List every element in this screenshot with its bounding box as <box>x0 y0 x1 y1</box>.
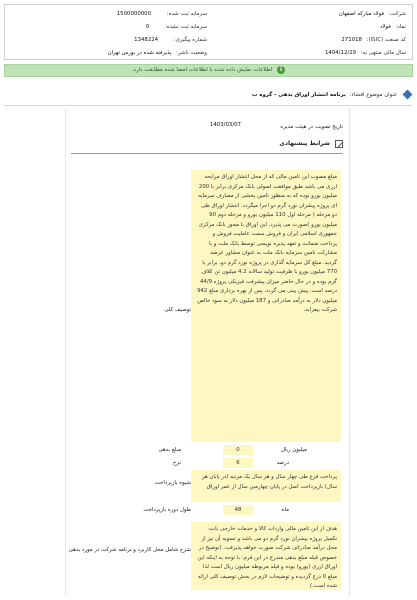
proposed-terms-heading <box>279 138 343 150</box>
isic-value: 271018 <box>341 37 362 43</box>
unregistered-capital-label: سرمایه ثبت نشده: <box>164 24 207 30</box>
description-label: توصیف کلی <box>164 307 191 313</box>
publisher-status-value: پذیرفته شده در بورس تهران <box>107 50 172 56</box>
subject-label: عنوان موضوع افشاء: <box>349 92 398 98</box>
company-value: فولاد مبارکه اصفهان <box>338 11 385 17</box>
symbol-label: نماد: <box>395 24 406 30</box>
capital-label: سرمایه ثبت شده: <box>166 11 207 17</box>
isic-row <box>341 35 406 45</box>
section-divider <box>71 153 343 154</box>
capital-row <box>117 9 207 19</box>
diamond-bullet-icon <box>403 90 413 100</box>
debt-usage-text: هدف از این تامین مالی واردات کالا و خدمات خارجی بابت تکمیل پروژه پیشران نورد گرم دو می باشد و تسویه آن نیز از محل درآمد صادراتی شرکت صورت خواهد پذیرفت. (توضیح در خصوص قبله مبلغ بدهی مندرج در این فرم: با توجه به اینکه این اوراق ارزی (یورو) بوده و فیلد مربوطه میلیون ریال است لذا مبلغ 0 درج گردیده و توضیحات لازم در بخش توصیف کلی ارائه شده است.) <box>191 522 341 590</box>
divider <box>4 105 413 106</box>
debt-amount-value: 0 <box>223 445 253 455</box>
fiscal-year-label: سال مالی منتهی به: <box>360 50 406 56</box>
tracking-number-row <box>134 35 207 45</box>
company-info-box <box>4 4 413 60</box>
debt-issuance-form <box>65 108 350 596</box>
unregistered-capital-row <box>146 22 207 32</box>
repayment-method-label: شیوه بازپرداخت <box>154 480 191 486</box>
repayment-term-label: طول دوره بازپرداخت <box>143 507 191 513</box>
tracking-number-label: شماره پیگیری: <box>173 37 207 43</box>
fiscal-year-row <box>325 48 406 58</box>
tracking-number-value: 1348224 <box>134 37 159 43</box>
repayment-term-unit: ماه <box>281 507 289 513</box>
publisher-status-label: وضعیت ناشر: <box>176 50 207 56</box>
repayment-method-text: پرداخت فرع طی چهار سال و هر سال یک مرتبه (در پایان هر سال) بازپرداخت اصل در پایان چهارمین سال از عمر اوراق <box>191 470 341 502</box>
capital-value: 1500000000 <box>116 11 152 17</box>
company-row <box>339 9 406 19</box>
notice-text: اطلاعات نمایش داده شده با اطلاعات امضا شده مطابقت دارد. <box>131 67 273 73</box>
debt-amount-label: مبلغ بدهی <box>158 447 181 453</box>
approval-date-label: تاریخ تصویب در هیئت مدیره <box>280 124 343 130</box>
symbol-row <box>380 22 406 32</box>
verification-notice <box>4 64 413 77</box>
company-label: شرکت: <box>388 11 406 17</box>
rate-unit: درصد <box>276 460 289 466</box>
approval-date-value: 1403/03/07 <box>209 122 241 128</box>
isic-label: کد صنعت (ISIC): <box>366 37 406 43</box>
debt-amount-unit: میلیون ریال <box>280 447 307 453</box>
debt-usage-label: شرح شامل محل کاربرد و برنامه شرکت در مورد بدهی <box>68 547 191 553</box>
rate-value: 6 <box>223 458 253 468</box>
info-icon: i <box>277 66 285 74</box>
publisher-status-row <box>108 48 207 58</box>
unregistered-capital-value: 0 <box>145 24 150 30</box>
fiscal-year-value: 1404/12/29 <box>324 50 357 56</box>
disclosure-subject <box>252 89 411 101</box>
repayment-term-value: 48 <box>223 505 253 515</box>
subject-title: برنامه انتشار اوراق بدهی - گروه ب <box>251 92 346 98</box>
rate-label: نرخ <box>173 460 181 466</box>
symbol-value: فولاد <box>379 24 391 30</box>
description-text: مبلغ مصوب این تامین مالی که از محل انتشار اوراق مرابحه ارزی می باشد طبق موافقت اصولی بانک مرکزی برابر با 200 میلیون یورو بوده که به منظور تامین بخشی از مصارف سرمایه ای پروژه پیشران نورد گرم دو اجرا میگردد. انتشار اوراق طی دو مرحله ( مرحله اول 110 میلیون یورو و مرحله دوم 90 میلیون یورو )صورت می پذیرد. این اوراق با مجوز بانک مرکزی جمهوری اسلامی ایران و فروش سمت عاملیت فروش و پرداخت ضمانت و تعهد پذیره نویسی توسط بانک ملت و با مشارکت تامین سرمایه بانک ملت به عنوان مشاور عرضه گردید. مبلغ کل سرمایه گذاری در پروژه نورد گرم دو، برابر با 770 میلیون یورو با ظرفیت تولید سالانه 4.2 میلیون تن کلاف گرم بوده و در حال حاضر میزان پیشرفت فیزیکی پروژه 44/9 درصد است. پیش بینی می گردد، پس از بهره برداری مبلغ 942 میلیون دلار به درآمد صادراتی و 187 میلیون دلار به سود خالص شرکت بیفزاید. <box>191 170 341 442</box>
edit-icon <box>335 140 343 148</box>
proposed-terms-title: شرایط پیشنهادی <box>279 140 330 147</box>
